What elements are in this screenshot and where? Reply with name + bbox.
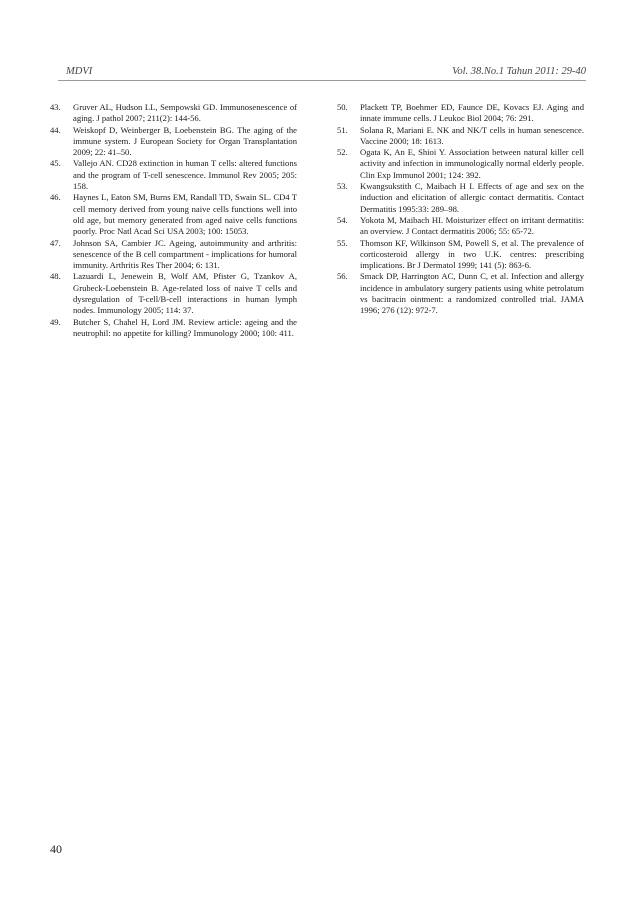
reference-number: 56. <box>337 271 348 282</box>
reference-column-left <box>50 102 297 339</box>
reference-text: Kwangsukstith C, Maibach H I. Effects of age and sex on the induction and elicitation of allergic contact dermatitis. Contact Dermatitis 1995:33: 289–98. <box>360 181 584 214</box>
reference-text: Butcher S, Chahel H, Lord JM. Review article: ageing and the neutrophil: no appetite for killing? Immunology 2000; 100: 411. <box>73 316 297 338</box>
reference-text: Lazuardi L, Jenewein B, Wolf AM, Pfister G, Tzankov A, Grubeck-Loebenstein B. Age-related loss of naive T cells and dysregulation of T-cell/B-cell interactions in human lymph nodes. Immunology 2005; 114: 37. <box>73 271 297 316</box>
reference-number: 44. <box>50 124 61 135</box>
reference-text: Solana R, Mariani E. NK and NK/T cells in human senescence. Vaccine 2000; 18: 1613. <box>360 124 584 146</box>
issue-info: Vol. 38.No.1 Tahun 2011: 29-40 <box>452 66 586 77</box>
reference-number: 54. <box>337 214 348 225</box>
reference-item <box>337 102 584 125</box>
running-header <box>58 64 586 81</box>
reference-item <box>337 147 584 181</box>
reference-number: 50. <box>337 102 348 112</box>
page-number: 40 <box>50 842 62 856</box>
reference-text: Haynes L, Eaton SM, Burns EM, Randall TD, Swain SL. CD4 T cell memory derived from young naive cells functions well into old age, but memory generated from aged naive cells functions poorly. Proc Natl Acad Sci USA 2003; 100: 15053. <box>73 192 297 237</box>
reference-item <box>50 238 297 272</box>
reference-text: Gruver AL, Hudson LL, Sempowski GD. Immunosenescence of aging. J pathol 2007; 211(2): 144-56. <box>73 102 297 124</box>
reference-item <box>50 317 297 340</box>
reference-text: Plackett TP, Boehmer ED, Faunce DE, Kovacs EJ. Aging and innate immune cells. J Leukoc Biol 2004; 76: 291. <box>360 102 584 124</box>
reference-item <box>337 181 584 215</box>
reference-text: Smack DP, Harrington AC, Dunn C, et al. Infection and allergy incidence in ambulatory surgery patients using white petrolatum vs bacitracin ointment: a randomized controlled trial. JAMA 1996; 276 (12): 972-7. <box>360 271 584 316</box>
reference-item <box>50 125 297 159</box>
journal-name: MDVI <box>66 66 93 77</box>
reference-item <box>50 158 297 192</box>
reference-number: 48. <box>50 271 61 282</box>
reference-item <box>337 238 584 272</box>
reference-text: Ogata K, An E, Shioi Y. Association between natural killer cell activity and infection in immunologically normal elderly people. Clin Exp Immunol 2001; 124: 392. <box>360 147 584 180</box>
reference-number: 45. <box>50 158 61 169</box>
reference-item <box>337 215 584 238</box>
reference-column-right <box>337 102 584 317</box>
reference-number: 52. <box>337 147 348 158</box>
reference-text: Johnson SA, Cambier JC. Ageing, autoimmunity and arthritis: senescence of the B cell compartment - implications for humoral immunity. Arthritis Res Ther 2004; 6: 131. <box>73 237 297 271</box>
reference-number: 49. <box>50 316 61 327</box>
reference-item <box>50 192 297 237</box>
reference-item <box>50 102 297 125</box>
reference-text: Vallejo AN. CD28 extinction in human T cells: altered functions and the program of T-cell senescence. Immunol Rev 2005; 205: 158. <box>73 158 297 192</box>
reference-number: 55. <box>337 237 348 248</box>
reference-text: Thomson KF, Wilkinson SM, Powell S, et al. The prevalence of corticosteroid allergy in two U.K. centres: prescribing implications. Br J Dermatol 1999; 141 (5): 863-6. <box>360 237 584 271</box>
reference-item <box>50 271 297 316</box>
reference-item <box>337 125 584 148</box>
reference-number: 43. <box>50 102 61 112</box>
reference-item <box>337 271 584 316</box>
reference-number: 46. <box>50 192 61 203</box>
reference-number: 53. <box>337 181 348 192</box>
reference-text: Yokota M, Maibach HI. Moisturizer effect on irritant dermatitis: an overview. J Contact dermatitis 2006; 55: 65-72. <box>360 214 584 237</box>
reference-number: 51. <box>337 124 348 135</box>
reference-number: 47. <box>50 237 61 248</box>
reference-text: Weiskopf D, Weinberger B, Loebenstein BG. The aging of the immune system. J European Society for Organ Transplantation 2009; 22: 41–50. <box>73 124 297 158</box>
